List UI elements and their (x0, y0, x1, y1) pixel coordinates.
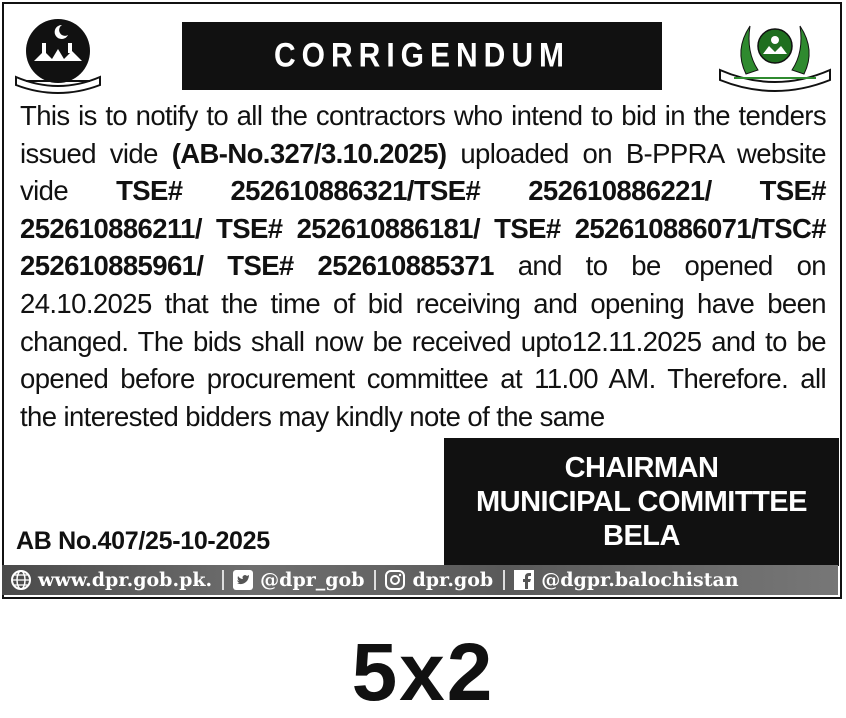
facebook-icon (513, 569, 535, 591)
balochistan-emblem-icon (12, 15, 104, 95)
ab-reference: AB No.407/25-10-2025 (16, 527, 270, 555)
signature-location: BELA (603, 520, 680, 552)
notice-body (20, 97, 826, 435)
signature-title: CHAIRMAN (564, 452, 719, 484)
twitter-link[interactable] (232, 569, 364, 591)
instagram-icon (384, 569, 406, 591)
notice-intro: This is to notify to all the contractors who intend to bid in the tenders issued vide (20, 100, 826, 169)
title-banner (182, 22, 662, 90)
twitter-icon (232, 569, 254, 591)
twitter-handle: @dpr_gob (260, 569, 365, 591)
page-title: CORRIGENDUM (274, 36, 570, 75)
footer-divider (374, 570, 376, 590)
website-text: www.dpr.gob.pk. (38, 569, 213, 591)
notice-details: and to be opened on 24.10.2025 that the time of bid receiving and opening have been changed. The bids shall now be received upto12.11.2025 and to be opened before procurement committee at 11.00 AM. Therefore. all the interested bidders may kindly note of the same (20, 250, 826, 432)
website-link[interactable] (10, 569, 212, 591)
facebook-link[interactable] (513, 569, 738, 591)
ad-size-label: 5x2 (351, 627, 495, 718)
globe-icon (10, 569, 32, 591)
notice-upload-text: uploaded on B-PPRA website vide (20, 137, 826, 207)
instagram-handle: dpr.gob (412, 569, 494, 591)
signature-office: MUNICIPAL COMMITTEE (476, 486, 807, 518)
footer-divider (503, 570, 505, 590)
footer-divider (222, 570, 224, 590)
tender-numbers: TSE# 252610886321/TSE# 252610886221/ TSE# 252610886211/ TSE# 252610886181/ TSE# 252610886071/TSC# 252610885961/ TSE# 252610885371 (20, 175, 827, 282)
dgpr-balochistan-emblem-icon (716, 14, 834, 96)
instagram-link[interactable] (384, 569, 493, 591)
footer-bar (2, 565, 838, 595)
signature-block (444, 438, 839, 566)
facebook-handle: @dgpr.balochistan (541, 569, 739, 591)
reference-number: (AB-No.327/3.10.2025) (171, 137, 447, 169)
